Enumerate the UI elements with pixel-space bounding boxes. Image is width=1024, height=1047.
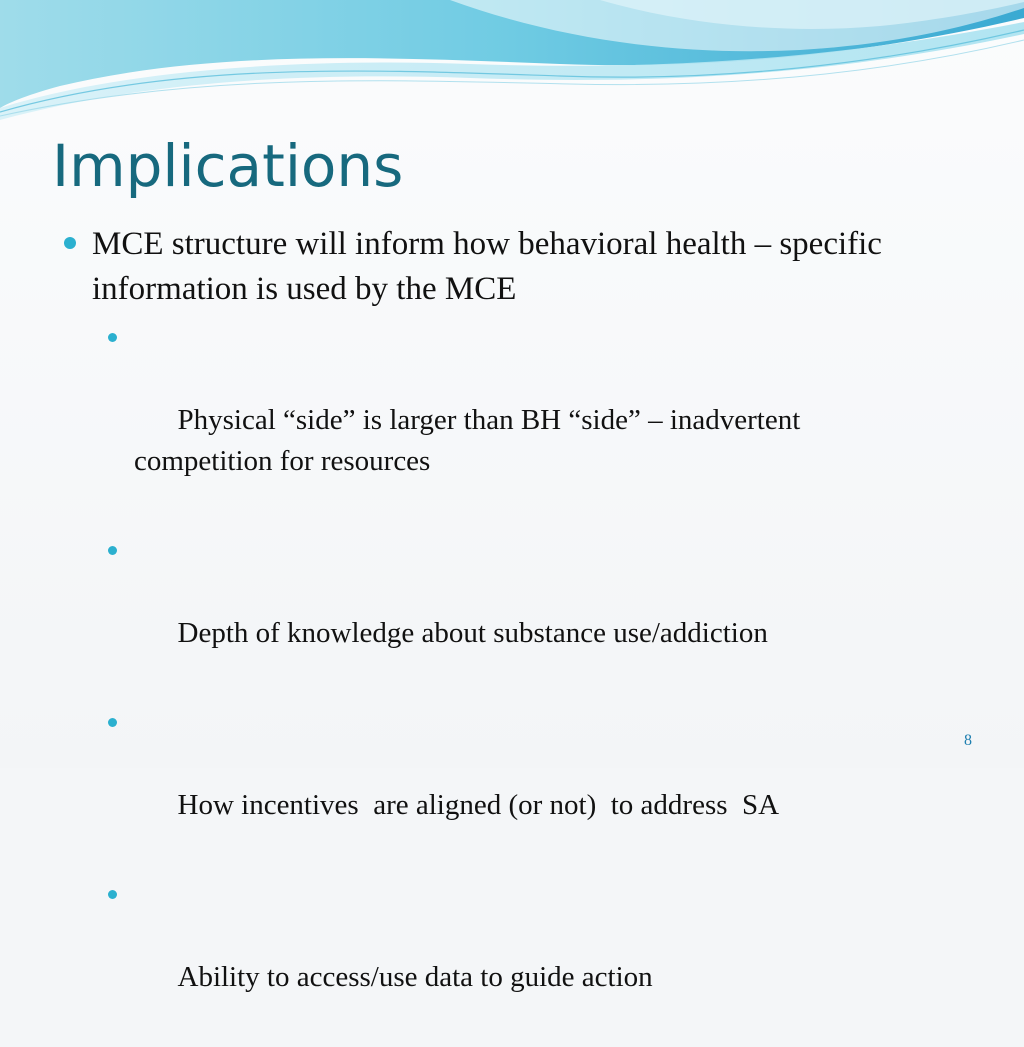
sub-bullet-item bbox=[104, 703, 944, 867]
bullet-item bbox=[62, 222, 922, 312]
sub-bullet-text: Depth of knowledge about substance use/addiction bbox=[177, 617, 768, 649]
bullet-dot-icon bbox=[108, 546, 117, 555]
slide-title: Implications bbox=[52, 132, 404, 200]
sub-bullet-list bbox=[104, 318, 944, 1047]
wave-header-decoration bbox=[0, 0, 1024, 120]
sub-bullet-text: Physical “side” is larger than BH “side” – inadvertent competition for resources bbox=[134, 404, 808, 477]
sub-bullet-item bbox=[104, 875, 944, 1039]
bullet-dot-icon bbox=[108, 890, 117, 899]
bullet-dot-icon bbox=[108, 333, 117, 342]
sub-bullet-text: How incentives are aligned (or not) to address SA bbox=[177, 789, 780, 821]
sub-bullet-item bbox=[104, 318, 944, 523]
sub-bullet-item bbox=[104, 531, 944, 695]
page-number: 8 bbox=[964, 732, 972, 749]
bullet-dot-icon bbox=[64, 237, 76, 249]
sub-bullet-text: Ability to access/use data to guide action bbox=[177, 961, 653, 993]
bullet-text: MCE structure will inform how behavioral health – specific information is used by the MCE bbox=[92, 226, 882, 307]
bullet-dot-icon bbox=[108, 718, 117, 727]
